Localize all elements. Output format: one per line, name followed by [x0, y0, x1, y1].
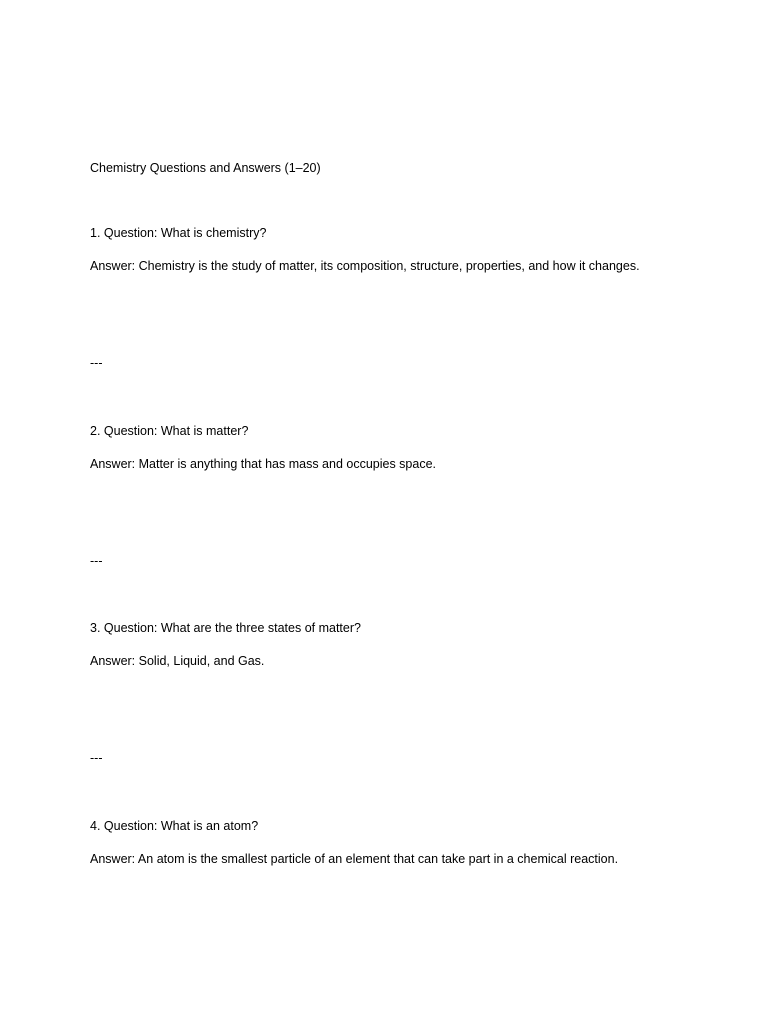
- question-1: 1. Question: What is chemistry?: [90, 226, 267, 240]
- answer-4: Answer: An atom is the smallest particle of an element that can take part in a chemical reaction.: [90, 852, 619, 866]
- document-title: Chemistry Questions and Answers (1–20): [90, 161, 321, 175]
- question-3: 3. Question: What are the three states of matter?: [90, 621, 361, 635]
- separator-3: ---: [90, 751, 103, 765]
- answer-2: Answer: Matter is anything that has mass and occupies space.: [90, 457, 437, 471]
- question-2: 2. Question: What is matter?: [90, 424, 249, 438]
- separator-1: ---: [90, 356, 103, 370]
- answer-1: Answer: Chemistry is the study of matter, its composition, structure, properties, and how it changes.: [90, 259, 640, 273]
- answer-3: Answer: Solid, Liquid, and Gas.: [90, 654, 265, 668]
- question-4: 4. Question: What is an atom?: [90, 819, 259, 833]
- separator-2: ---: [90, 554, 103, 568]
